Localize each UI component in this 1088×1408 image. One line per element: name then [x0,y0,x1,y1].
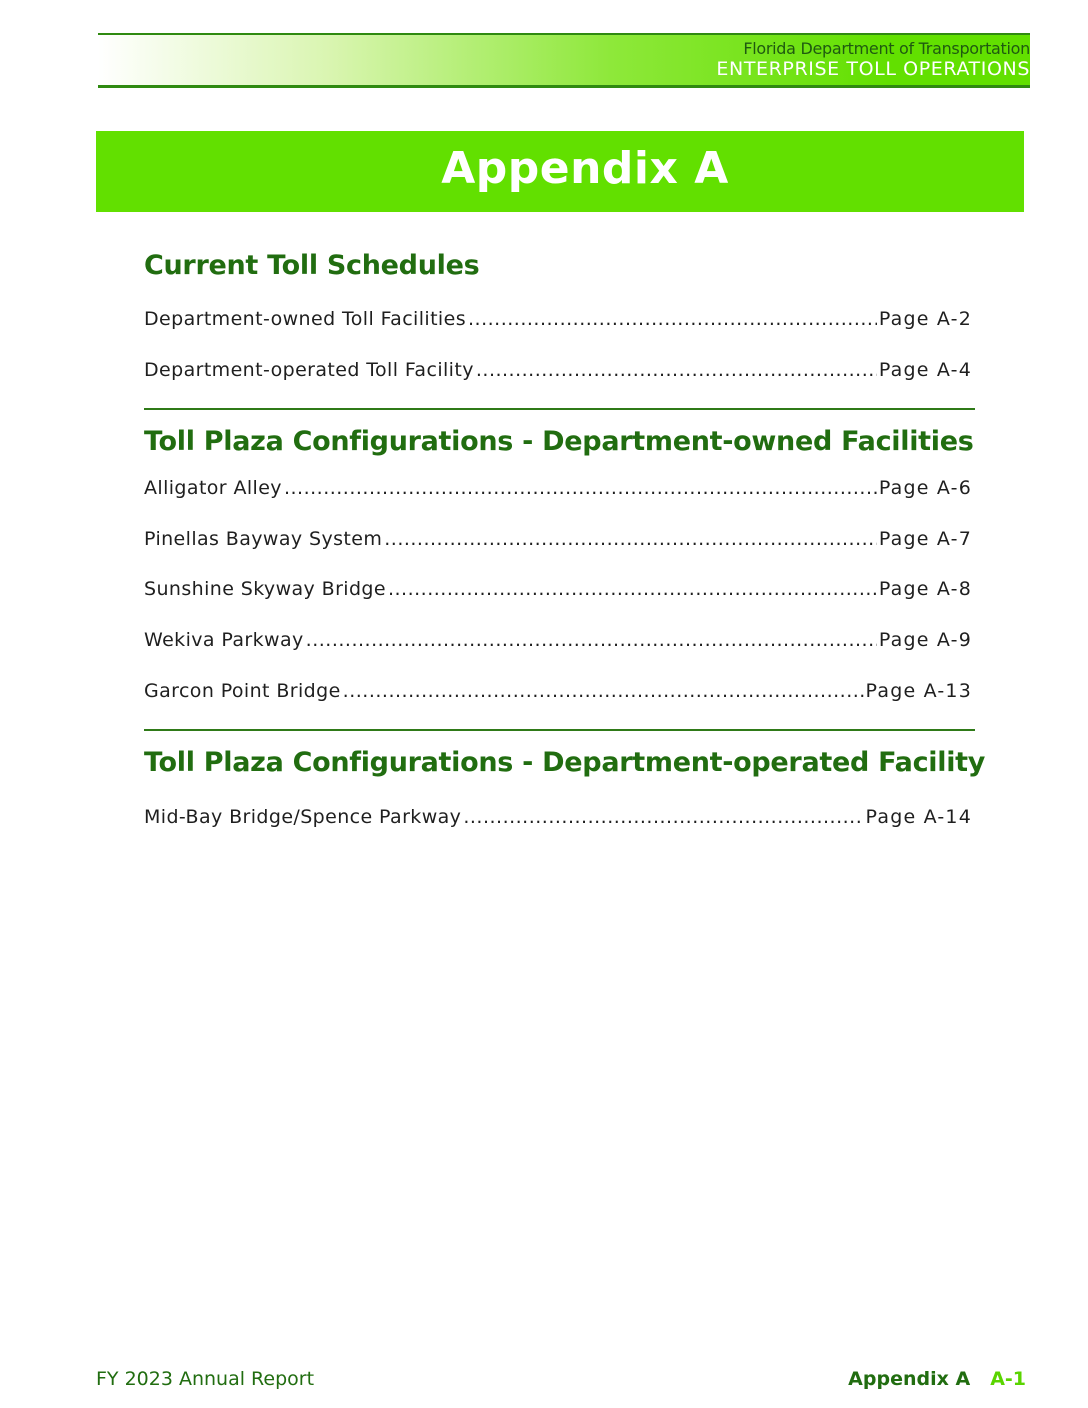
section-divider [144,729,975,731]
toc-entry[interactable] [144,629,972,655]
toc-entry-label: Garcon Point Bridge [144,680,341,702]
dot-leader [384,528,877,550]
toc-entry-page: Page A-9 [878,629,972,651]
toc-entry[interactable] [144,477,972,503]
dot-leader [306,629,877,651]
toc-entry-label: Department-owned Toll Facilities [144,308,467,330]
dot-leader [463,806,863,828]
toc-entry-page: Page A-7 [878,528,972,550]
footer-section-name: Appendix A [848,1368,971,1390]
toc-entry-label: Mid-Bay Bridge/Spence Parkway [144,806,462,828]
section-heading-current-toll-schedules: Current Toll Schedules [144,250,480,281]
toc-entry-page: Page A-8 [878,578,972,600]
toc-entry-label: Wekiva Parkway [144,629,304,651]
header-organization: Florida Department of Transportation [743,39,1030,58]
footer-page-number: A-1 [990,1368,1026,1390]
section-heading-department-owned-facilities: Toll Plaza Configurations - Department-owned Facilities [144,426,974,457]
toc-entry-page: Page A-14 [865,806,972,828]
dot-leader [388,578,877,600]
footer-report-title: FY 2023 Annual Report [96,1368,315,1390]
toc-entry-label: Department-operated Toll Facility [144,359,474,381]
page-header [98,33,1030,88]
title-banner [96,131,1024,212]
footer-page-info [848,1368,1026,1390]
toc-entry[interactable] [144,528,972,554]
page-title: Appendix A [441,143,729,194]
header-division: ENTERPRISE TOLL OPERATIONS [716,58,1030,80]
toc-entry-page: Page A-4 [878,359,972,381]
toc-entry-page: Page A-2 [878,308,972,330]
dot-leader [476,359,877,381]
dot-leader [343,680,864,702]
toc-entry-page: Page A-13 [865,680,972,702]
section-divider [144,408,975,410]
toc-entry[interactable] [144,578,972,604]
toc-entry[interactable] [144,806,972,832]
section-heading-department-operated-facility: Toll Plaza Configurations - Department-operated Facility [144,747,986,778]
toc-entry[interactable] [144,308,972,334]
dot-leader [284,477,877,499]
toc-entry-label: Sunshine Skyway Bridge [144,578,386,600]
toc-entry-page: Page A-6 [878,477,972,499]
dot-leader [468,308,877,330]
toc-entry[interactable] [144,680,972,706]
toc-entry-label: Pinellas Bayway System [144,528,383,550]
toc-entry-label: Alligator Alley [144,477,282,499]
toc-entry[interactable] [144,359,972,385]
